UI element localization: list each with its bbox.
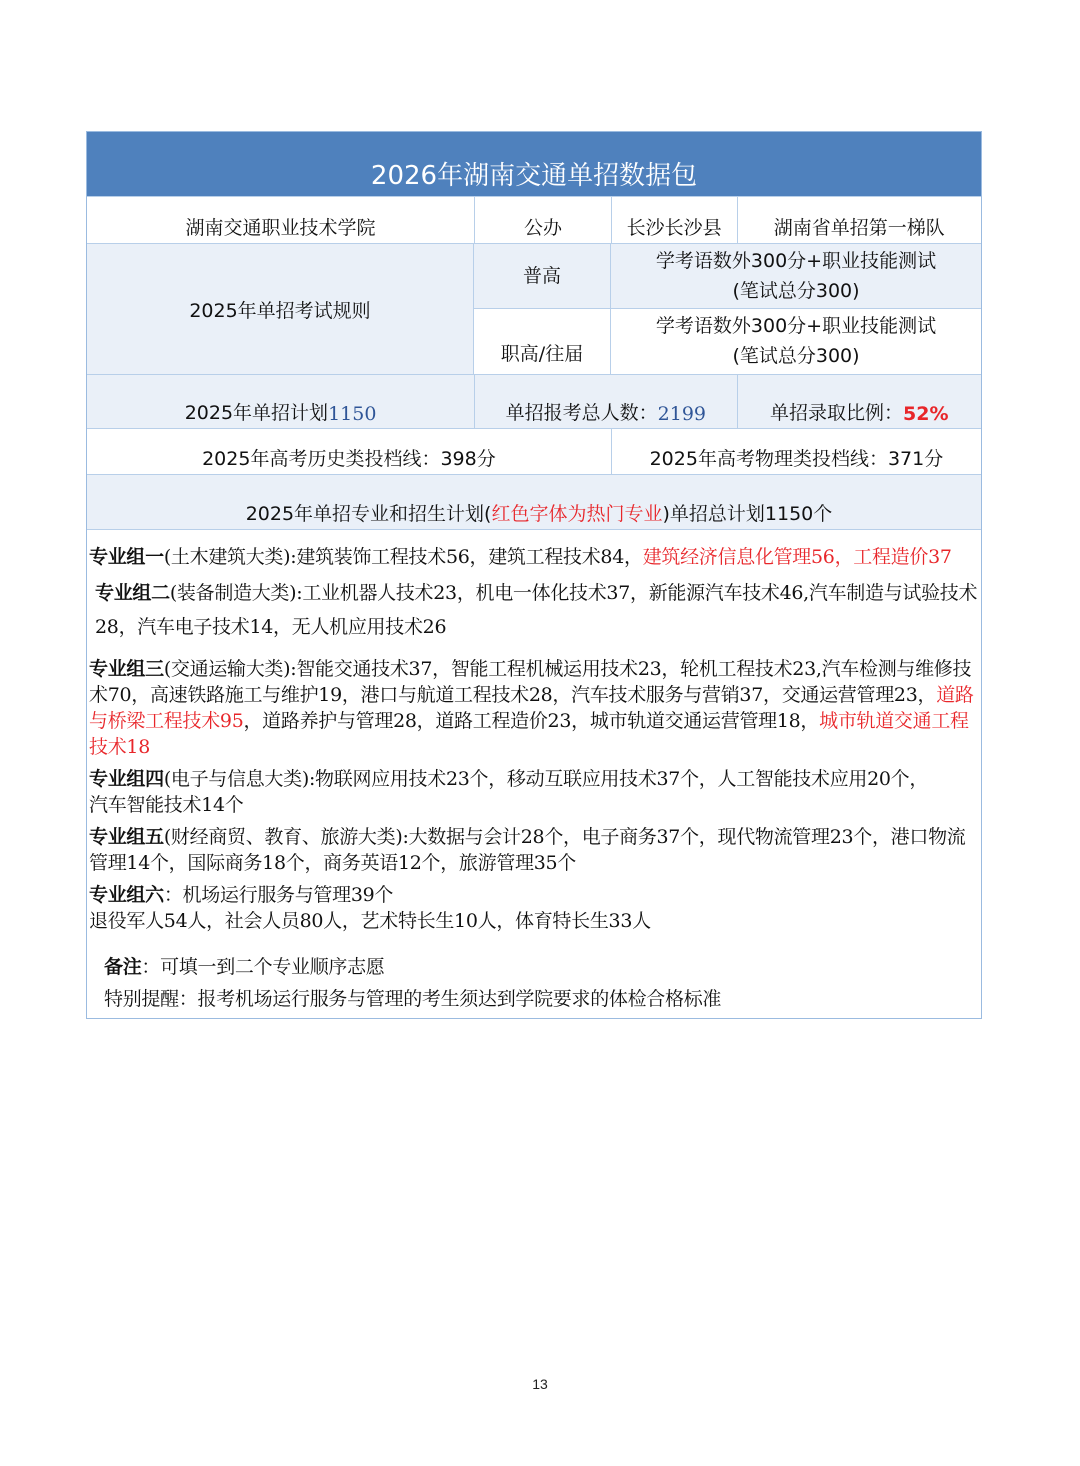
group-text: (装备制造大类):工业机器人技术23，机电一体化技术37，新能源汽车技术46,汽车制造与试验技术28，汽车电子技术14，无人机应用技术26 [95,582,978,638]
majors-body [87,529,981,1018]
note-text: ：可填一到二个专业顺序志愿 [141,956,385,978]
group-title: 专业组六 [89,884,164,906]
history-cutoff: 2025年高考历史类投档线：398分 [202,448,496,470]
group-title: 专业组五 [89,826,164,848]
track-detail [610,309,981,375]
hot-major: 建筑经济信息化管理56，工程造价37 [642,546,952,568]
exam-rules-label: 2025年单招考试规则 [87,244,473,374]
ratio-cell [737,375,981,428]
majors-header-prefix: 2025年单招专业和招生计划( [245,503,492,525]
applicants-label: 单招报考总人数： [505,402,658,424]
track-regular [473,244,981,308]
plan-value: 1150 [328,403,377,425]
major-group-1 [89,544,981,570]
school-location: 长沙长沙县 [611,197,737,243]
track-vocational [473,308,981,375]
page-title: 2026年湖南交通单招数据包 [87,132,981,196]
applicants-cell [474,375,736,428]
track-name: 普高 [473,244,610,308]
major-group-5 [89,824,981,876]
special-reminder: 特别提醒：报考机场运行服务与管理的考生须达到学院要求的体检合格标准 [104,988,722,1010]
group-text: (交通运输大类):智能交通技术37，智能工程机械运用技术23，轮机工程技术23,汽车检测与维修技术70，高速铁路施工与维护19，港口与航道工程技术28，汽车技术服务与营销37，交通运营管理23， [89,658,972,706]
track-name: 职高/往届 [473,309,610,375]
stats-row [87,374,981,428]
group-text: (土木建筑大类):建筑装饰工程技术56，建筑工程技术84， [163,546,643,568]
physics-cutoff: 2025年高考物理类投档线：371分 [611,429,981,474]
page-number: 13 [532,1376,548,1392]
hot-major: 道路与桥梁工程技术95 [89,684,974,732]
hot-major: 城市轨道交通工程技术18 [89,710,969,758]
group-title: 专业组四 [89,768,164,790]
school-tier: 湖南省单招第一梯队 [737,197,981,243]
track-detail-line1: 学考语数外300分+职业技能测试 [655,249,937,272]
note [89,954,981,980]
major-group-2 [89,576,981,644]
majors-header-row [87,474,981,529]
majors-list [87,530,981,1018]
majors-header-suffix: )单招总计划1150个 [662,503,833,525]
plan-label: 2025年单招计划 [184,402,329,424]
major-group-6 [89,882,981,908]
group-text: (电子与信息大类):物联网应用技术23个，移动互联应用技术37个，人工智能技术应用20个，汽车智能技术14个 [89,768,929,816]
school-type: 公办 [474,197,611,243]
major-group-4 [89,766,981,818]
group-text: (财经商贸、教育、旅游大类):大数据与会计28个，电子商务37个，现代物流管理23个，港口物流管理14个，国际商务18个，商务英语12个，旅游管理35个 [89,826,966,874]
track-detail-line2: (笔试总分300) [732,345,860,368]
school-info-row [87,196,981,243]
group-title: 专业组二 [95,582,170,604]
group-title: 专业组三 [89,658,164,680]
exam-rules-row [87,243,981,374]
group-text: ：机场运行服务与管理39个 [163,884,394,906]
group-title: 专业组一 [89,546,164,568]
note-label: 备注 [104,956,142,978]
majors-header [87,475,981,529]
cutoff-row [87,428,981,474]
track-detail-line1: 学考语数外300分+职业技能测试 [655,315,937,338]
group-text: ，道路养护与管理28，道路工程造价23，城市轨道交通运营管理18， [243,710,820,732]
school-name: 湖南交通职业技术学院 [185,217,376,239]
ratio-value: 52% [903,403,949,425]
major-group-3 [89,656,981,760]
applicants-value: 2199 [657,403,707,425]
special-quota: 退役军人54人，社会人员80人，艺术特长生10人，体育特长生33人 [89,910,651,932]
hot-legend: 红色字体为热门专业 [491,503,663,525]
track-detail [610,244,981,308]
ratio-label: 单招录取比例： [770,402,904,424]
data-sheet [86,131,982,1019]
plan-cell [87,375,474,428]
track-detail-line2: (笔试总分300) [732,279,860,302]
exam-tracks [473,244,981,374]
